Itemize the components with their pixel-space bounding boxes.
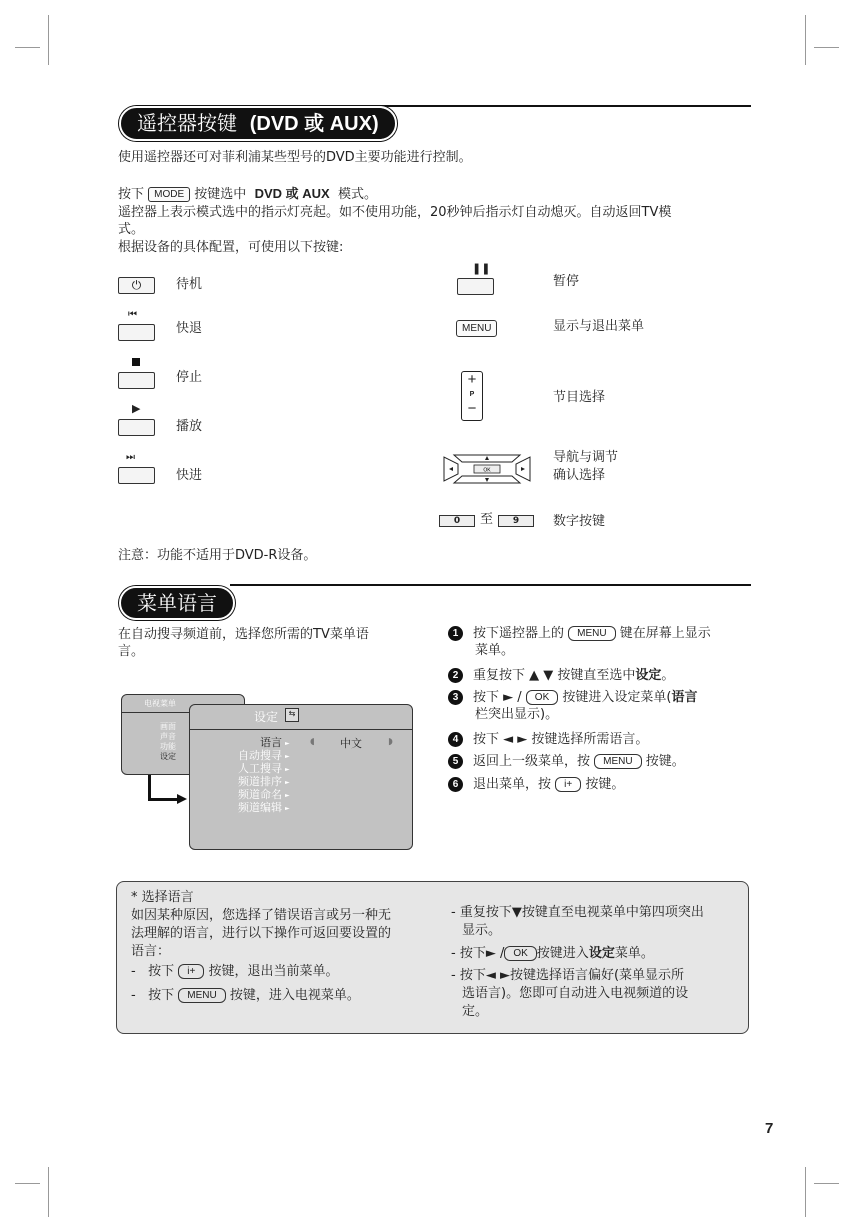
config-text: 根据设备的具体配置，可使用以下按键:	[118, 240, 344, 255]
text: 菜单。	[614, 946, 654, 961]
text: 按键，退出当前菜单。	[208, 964, 339, 979]
bold-text: 设定	[635, 668, 662, 683]
tv-menu-item: 画面	[160, 722, 176, 731]
fast-forward-icon: ⏭	[126, 452, 135, 463]
text: 按下 ► /	[473, 690, 522, 705]
step-number: 5	[448, 754, 463, 769]
step-3	[448, 689, 753, 723]
fast-forward-key	[118, 467, 155, 484]
mode-names: DVD 或 AUX	[254, 186, 330, 201]
text: - 按下	[131, 964, 175, 979]
text: 按键选中	[194, 187, 247, 202]
text: - 按下	[131, 988, 175, 1003]
setup-menu-items	[190, 736, 282, 814]
navigation-cross-key	[442, 447, 532, 491]
plus-icon: +	[467, 371, 477, 388]
setup-item: 频道编辑	[238, 801, 282, 814]
step-number: 2	[448, 668, 463, 683]
note-text: 注意：功能不适用于DVD-R设备。	[118, 548, 317, 563]
minus-icon: −	[467, 400, 477, 417]
tip-item	[131, 963, 338, 981]
menu-key: MENU	[594, 754, 641, 769]
to-text: 至	[480, 512, 494, 527]
pause-icon: ❚❚	[472, 262, 491, 275]
tip-box	[116, 881, 749, 1034]
menu-language-intro: 在自动搜寻频道前，选择您所需的TV菜单语	[118, 627, 369, 642]
tv-menu-item-selected: 设定	[160, 752, 176, 761]
title-cn: 遥控器按键	[137, 111, 237, 135]
divider	[190, 729, 412, 730]
crop-mark	[814, 1183, 839, 1184]
rewind-icon: ⏮	[128, 309, 137, 320]
setup-menu-panel	[189, 704, 413, 850]
text: 按键进入设定菜单(	[562, 690, 672, 705]
section-title-menu-language: 菜单语言	[119, 586, 235, 620]
step-4	[448, 731, 753, 748]
text: - 按下► /	[451, 946, 505, 961]
key-label: 快退	[176, 321, 203, 336]
step-6	[448, 776, 753, 793]
menu-key: MENU	[456, 320, 497, 337]
bold-text: 语言	[671, 690, 698, 705]
tip-text: 选语言)。您即可自动进入电视频道的设	[462, 986, 689, 1001]
indicator-text-cont: 式。	[118, 222, 145, 237]
title-en: (DVD 或 AUX)	[249, 113, 379, 135]
ok-key: OK	[526, 690, 558, 705]
text: 键在屏幕上显示	[619, 626, 711, 641]
section-rule	[230, 584, 751, 586]
section-title-remote-keys	[119, 106, 397, 141]
menu-language-intro-cont: 言。	[118, 644, 145, 659]
text: 按下 ◄ ► 按键选择所需语言。	[473, 732, 649, 747]
tip-text: - 按下◄ ►按键选择语言偏好(菜单显示所	[451, 968, 685, 983]
step-number: 4	[448, 732, 463, 747]
step-1	[448, 625, 753, 659]
key-label: 数字按键	[553, 514, 606, 529]
program-rocker-key	[461, 371, 483, 421]
step-number: 6	[448, 777, 463, 792]
key-label: 停止	[176, 370, 203, 385]
tip-text: 法理解的语言，进行以下操作可返回要设置的	[131, 926, 392, 941]
key-label: 显示与退出菜单	[553, 319, 645, 334]
key-label: 导航与调节	[553, 450, 619, 465]
arrow-line	[148, 775, 151, 800]
rewind-key	[118, 324, 155, 341]
info-key: i+	[178, 964, 204, 979]
left-arrow-icon: ◖	[310, 737, 315, 747]
setup-item: 频道排序	[238, 775, 282, 788]
ok-key-label: OK	[483, 467, 491, 474]
key-label: 待机	[176, 277, 203, 292]
mode-key: MODE	[148, 187, 190, 202]
setup-menu-title: 设定	[254, 710, 279, 724]
text: 菜单。	[475, 643, 515, 658]
tip-text: - 重复按下▼按键直至电视菜单中第四项突出	[451, 905, 704, 920]
step-2	[448, 667, 753, 684]
tip-item	[451, 945, 654, 963]
crop-mark	[814, 47, 839, 48]
tv-menu-item: 声音	[160, 732, 176, 741]
ok-key: OK	[504, 946, 536, 961]
text: 返回上一级菜单，按	[473, 754, 591, 769]
setup-item: 人工搜寻	[238, 762, 282, 775]
right-arrow-icon: ◗	[388, 737, 393, 747]
arrow-line	[148, 798, 178, 801]
crop-mark	[48, 1167, 49, 1217]
key-label: 节目选择	[553, 390, 606, 405]
tip-text: 如因某种原因，您选择了错误语言或另一种无	[131, 908, 392, 923]
setup-item-language: 语言	[260, 736, 282, 749]
text: 按下遥控器上的	[473, 626, 565, 641]
stop-icon	[132, 358, 140, 366]
text: 按键。	[585, 777, 625, 792]
key-label: 播放	[176, 419, 203, 434]
pause-key	[457, 278, 494, 295]
arrow-head-icon	[177, 794, 187, 804]
tv-menu-items	[160, 722, 176, 762]
text: 按下	[118, 187, 145, 202]
text: 模式。	[337, 187, 377, 202]
tip-title: * 选择语言	[131, 890, 194, 905]
setup-icon: ⇆	[285, 708, 299, 722]
tv-menu-item: 功能	[160, 742, 176, 751]
menu-key: MENU	[178, 988, 225, 1003]
text: 按键，进入电视菜单。	[229, 988, 360, 1003]
page-number: 7	[765, 1120, 774, 1137]
step-number: 3	[448, 690, 463, 705]
crop-mark	[805, 1167, 806, 1217]
power-key	[118, 277, 155, 294]
setup-item: 频道命名	[238, 788, 282, 801]
digit-9-key: 9	[498, 515, 534, 527]
key-label: 快进	[176, 468, 203, 483]
step-number: 1	[448, 626, 463, 641]
text: 栏突出显示)。	[475, 707, 559, 722]
key-label: 确认选择	[553, 468, 606, 483]
text: 按键进入	[536, 946, 589, 961]
arrow-icons: ► ► ► ► ► ►	[285, 740, 290, 812]
tip-text: 定。	[462, 1004, 489, 1019]
mode-line	[118, 185, 377, 204]
indicator-text: 遥控器上表示模式选中的指示灯亮起。如不使用功能，20秒钟后指示灯自动熄灭。自动返回TV模	[118, 205, 672, 220]
text: 重复按下 ▲ ▼ 按键直至选中	[473, 668, 636, 683]
tip-item	[131, 987, 360, 1005]
p-label: P	[469, 391, 475, 398]
play-key	[118, 419, 155, 436]
language-value: 中文	[340, 737, 362, 750]
crop-mark	[805, 15, 806, 65]
text: 退出菜单，按	[473, 777, 552, 792]
text: 。	[661, 668, 675, 683]
crop-mark	[48, 15, 49, 65]
play-icon: ▶	[132, 402, 141, 415]
setup-item: 自动搜寻	[238, 749, 282, 762]
tip-text: 显示。	[462, 923, 502, 938]
intro-text: 使用遥控器还可对菲利浦某些型号的DVD主要功能进行控制。	[118, 150, 472, 165]
bold-text: 设定	[588, 946, 615, 961]
stop-key	[118, 372, 155, 389]
digit-0-key: 0	[439, 515, 475, 527]
crop-mark	[15, 1183, 40, 1184]
key-label: 暂停	[553, 274, 580, 289]
menu-key: MENU	[568, 626, 615, 641]
info-key: i+	[555, 777, 581, 792]
crop-mark	[15, 47, 40, 48]
power-icon: ⏻	[131, 278, 142, 292]
text: 按键。	[645, 754, 685, 769]
step-5	[448, 753, 753, 770]
tip-text: 语言：	[131, 944, 171, 959]
tv-menu-title: 电视菜单	[144, 699, 176, 708]
